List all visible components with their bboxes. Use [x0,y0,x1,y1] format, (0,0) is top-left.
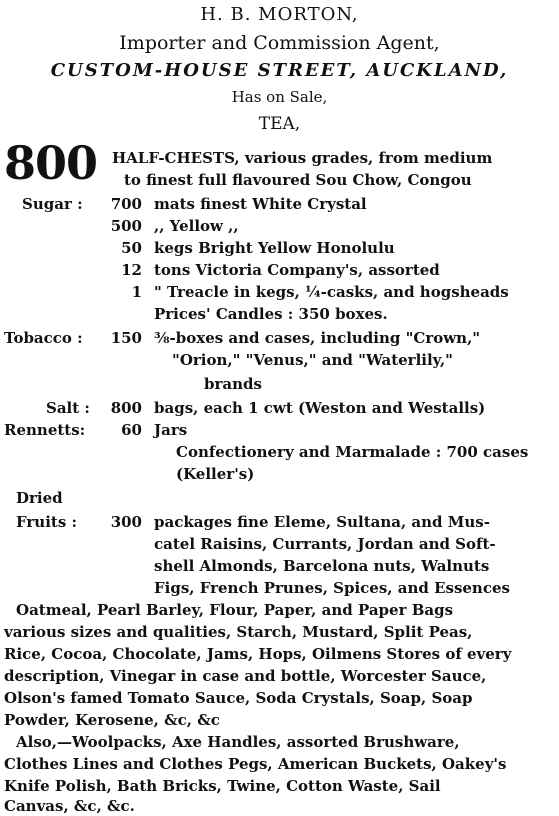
sundries-line: various sizes and qualities, Starch, Mustard, Split Peas, [4,623,473,641]
sundries-line: Rice, Cocoa, Chocolate, Jams, Hops, Oilmens Stores of every [4,645,512,663]
also-line: Also,—Woolpacks, Axe Handles, assorted Brushware, [16,733,460,751]
sundries-line: Powder, Kerosene, &c, &c [4,711,220,729]
tobacco-label: Tobacco : [4,329,83,347]
sundries-line: Olson's famed Tomato Sauce, Soda Crystals, Soap, Soap [4,689,473,707]
also-line: Clothes Lines and Clothes Pegs, American Buckets, Oakey's [4,755,507,773]
tobacco-line-3: brands [204,375,262,393]
sugar-item: ,, Yellow ,, [154,217,239,235]
rennetts-label: Rennetts: [4,421,86,439]
sugar-item: kegs Bright Yellow Honolulu [154,239,395,257]
rennetts-item: Jars [154,421,188,439]
fruits-line-1: packages fine Eleme, Sultana, and Mus- [154,513,490,531]
sundries-line: description, Vinegar in case and bottle, Worcester Sauce, [4,667,487,685]
merchant-name: H. B. MORTON, [200,4,359,25]
also-line: Knife Polish, Bath Bricks, Twine, Cotton Waste, Sail [4,777,441,795]
merchant-address: CUSTOM-HOUSE STREET, AUCKLAND, [50,60,509,81]
sugar-qty: 1 [131,283,142,301]
tea-quantity: 800 [4,136,98,190]
sugar-qty: 12 [121,261,142,279]
confectionery-line-1: Confectionery and Marmalade : 700 cases [176,443,529,461]
rennetts-qty: 60 [121,421,142,439]
on-sale-line: Has on Sale, [231,88,328,106]
confectionery-line-2: (Keller's) [176,465,255,483]
sugar-qty: 700 [110,195,142,213]
sugar-label: Sugar : [22,195,83,213]
candles-line: Prices' Candles : 350 boxes. [154,305,388,323]
fruits-line-4: Figs, French Prunes, Spices, and Essences [154,579,510,597]
tobacco-qty: 150 [110,329,142,347]
tea-line-2: to finest full flavoured Sou Chow, Congou [124,171,472,189]
sugar-item: " Treacle in kegs, ¼-casks, and hogsheads [154,283,509,301]
salt-item: bags, each 1 cwt (Weston and Westalls) [154,399,486,417]
salt-label: Salt : [46,399,90,417]
sugar-qty: 500 [110,217,142,235]
tobacco-line-1: ⅜-boxes and cases, including "Crown," [154,329,481,347]
fruits-line-3: shell Almonds, Barcelona nuts, Walnuts [154,557,490,575]
merchant-role: Importer and Commission Agent, [119,32,440,54]
tea-heading: TEA, [258,114,301,134]
sugar-qty: 50 [121,239,142,257]
sundries-line: Oatmeal, Pearl Barley, Flour, Paper, and Paper Bags [16,601,454,619]
also-line: Canvas, &c, &c. [4,797,135,815]
sugar-item: tons Victoria Company's, assorted [154,261,440,279]
salt-qty: 800 [110,399,142,417]
fruits-qty: 300 [110,513,142,531]
tobacco-line-2: "Orion," "Venus," and "Waterlily," [172,351,453,369]
sugar-item: mats finest White Crystal [154,195,367,213]
fruits-label: Fruits : [16,513,78,531]
fruits-line-2: catel Raisins, Currants, Jordan and Soft- [154,535,496,553]
dried-label: Dried [16,489,63,507]
tea-line-1: HALF-CHESTS, various grades, from medium [112,149,493,167]
